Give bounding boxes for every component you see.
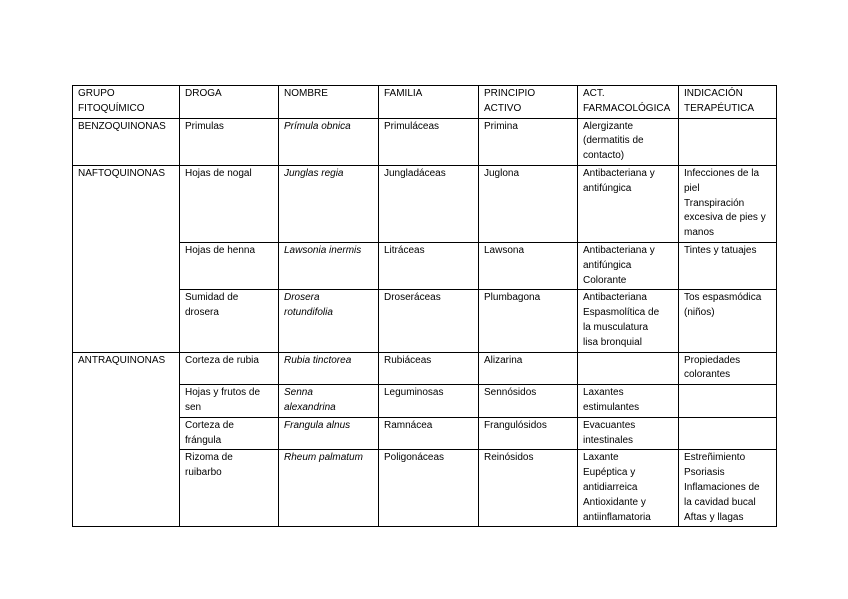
cell-indicacion xyxy=(679,417,777,450)
cell-line: Prímula obnica xyxy=(284,120,351,132)
cell-line: Laxantes xyxy=(583,387,624,399)
cell-accion xyxy=(578,165,679,242)
cell-line: Alizarina xyxy=(484,354,523,366)
table-row xyxy=(73,165,777,242)
cell-line: Primuláceas xyxy=(384,120,440,132)
cell-nombre xyxy=(279,165,379,242)
cell-indicacion xyxy=(679,352,777,385)
cell-principio xyxy=(479,450,578,527)
cell-line: Evacuantes xyxy=(583,419,636,431)
cell-droga xyxy=(180,450,279,527)
cell-line: Estreñimiento xyxy=(684,452,746,464)
cell-principio xyxy=(479,417,578,450)
cell-familia xyxy=(379,118,479,165)
cell-accion xyxy=(578,450,679,527)
cell-line: Antibacteriana y xyxy=(583,244,655,256)
cell-line: Litráceas xyxy=(384,244,425,256)
cell-line: Aftas y llagas xyxy=(684,511,744,523)
cell-line: antiinflamatoria xyxy=(583,511,651,523)
cell-familia xyxy=(379,352,479,385)
table-row xyxy=(73,352,777,385)
header-familia xyxy=(379,86,479,119)
cell-accion xyxy=(578,290,679,352)
cell-line: Corteza de xyxy=(185,419,234,431)
cell-accion xyxy=(578,417,679,450)
cell-line: Psoriasis xyxy=(684,467,725,479)
table-row xyxy=(73,118,777,165)
cell-line: Antibacteriana y xyxy=(583,167,655,179)
cell-line: Antioxidante y xyxy=(583,496,646,508)
cell-familia xyxy=(379,290,479,352)
cell-nombre xyxy=(279,417,379,450)
cell-principio xyxy=(479,242,578,289)
cell-line: (niños) xyxy=(684,307,715,319)
cell-droga xyxy=(180,385,279,418)
cell-line: colorantes xyxy=(684,369,731,381)
cell-principio xyxy=(479,290,578,352)
cell-line: Infecciones de la xyxy=(684,167,760,179)
cell-line: Senna xyxy=(284,387,313,399)
phytochemistry-table xyxy=(72,85,777,527)
table-body xyxy=(73,118,777,527)
cell-line: ruibarbo xyxy=(185,467,222,479)
cell-line: ACTIVO xyxy=(484,102,522,114)
header-nombre xyxy=(279,86,379,119)
cell-line: ACT. xyxy=(583,88,605,99)
cell-line: drosera xyxy=(185,307,219,319)
cell-line: sen xyxy=(185,401,202,413)
cell-line: Junglas regia xyxy=(284,167,344,179)
cell-line: intestinales xyxy=(583,434,634,446)
group-cell-antraquinonas: ANTRAQUINONAS xyxy=(73,352,180,527)
header-accion xyxy=(578,86,679,119)
cell-line: antifúngica xyxy=(583,259,632,271)
cell-droga xyxy=(180,352,279,385)
cell-line: frángula xyxy=(185,434,222,446)
cell-line: TERAPÉUTICA xyxy=(684,102,755,114)
cell-line: Plumbagona xyxy=(484,292,541,304)
cell-line: Eupéptica y xyxy=(583,467,636,479)
cell-accion xyxy=(578,352,679,385)
cell-line: Hojas y frutos de xyxy=(185,387,261,399)
cell-indicacion xyxy=(679,290,777,352)
cell-line: PRINCIPIO xyxy=(484,88,536,99)
cell-indicacion xyxy=(679,242,777,289)
cell-line: Antibacteriana xyxy=(583,292,647,304)
cell-indicacion xyxy=(679,118,777,165)
cell-accion xyxy=(578,385,679,418)
cell-line: Droseráceas xyxy=(384,292,441,304)
cell-line: Drosera xyxy=(284,292,320,304)
cell-line: contacto) xyxy=(583,150,625,162)
cell-line: Sumidad de xyxy=(185,292,239,304)
cell-line: Corteza de rubia xyxy=(185,354,259,366)
cell-line: Lawsonia inermis xyxy=(284,244,362,256)
cell-principio xyxy=(479,118,578,165)
cell-droga xyxy=(180,290,279,352)
cell-line: piel xyxy=(684,182,700,194)
cell-line: Rubiáceas xyxy=(384,354,432,366)
cell-nombre xyxy=(279,242,379,289)
cell-line: lisa bronquial xyxy=(583,336,642,348)
cell-nombre xyxy=(279,290,379,352)
cell-line: NOMBRE xyxy=(284,88,328,99)
cell-line: DROGA xyxy=(185,88,222,99)
cell-droga xyxy=(180,165,279,242)
cell-line: Tintes y tatuajes xyxy=(684,244,757,256)
cell-line: Espasmolítica de xyxy=(583,307,660,319)
header-grupo xyxy=(73,86,180,119)
cell-line: (dermatitis de xyxy=(583,135,644,147)
cell-principio xyxy=(479,385,578,418)
cell-line: Lawsona xyxy=(484,244,525,256)
cell-line: Transpiración xyxy=(684,197,745,209)
cell-indicacion xyxy=(679,165,777,242)
cell-line: Rizoma de xyxy=(185,452,233,464)
cell-line: Rheum palmatum xyxy=(284,452,363,464)
cell-line: Hojas de henna xyxy=(185,244,256,256)
cell-line: Ramnácea xyxy=(384,419,433,431)
cell-line: antifúngica xyxy=(583,182,632,194)
cell-line: estimulantes xyxy=(583,401,640,413)
group-cell-naftoquinonas: NAFTOQUINONAS xyxy=(73,165,180,352)
cell-line: rotundifolia xyxy=(284,307,333,319)
cell-nombre xyxy=(279,385,379,418)
cell-line: Jungladáceas xyxy=(384,167,446,179)
cell-droga xyxy=(180,118,279,165)
cell-droga xyxy=(180,417,279,450)
cell-line: FITOQUÍMICO xyxy=(78,102,145,114)
cell-principio xyxy=(479,165,578,242)
cell-principio xyxy=(479,352,578,385)
cell-line: Hojas de nogal xyxy=(185,167,252,179)
cell-line: Rubia tinctorea xyxy=(284,354,352,366)
cell-line: antidiarreica xyxy=(583,481,638,493)
cell-line: Tos espasmódica xyxy=(684,292,762,304)
cell-accion xyxy=(578,118,679,165)
cell-familia xyxy=(379,165,479,242)
cell-line: Reinósidos xyxy=(484,452,534,464)
cell-line: Propiedades xyxy=(684,354,741,366)
cell-indicacion xyxy=(679,450,777,527)
cell-droga xyxy=(180,242,279,289)
cell-line: Primina xyxy=(484,120,518,132)
header-principio xyxy=(479,86,578,119)
cell-line: Laxante xyxy=(583,452,619,464)
cell-line: Frangulósidos xyxy=(484,419,547,431)
cell-line: Primulas xyxy=(185,120,224,132)
cell-line: Frangula alnus xyxy=(284,419,351,431)
header-droga xyxy=(180,86,279,119)
cell-nombre xyxy=(279,352,379,385)
cell-nombre xyxy=(279,450,379,527)
cell-line: Leguminosas xyxy=(384,387,444,399)
cell-familia xyxy=(379,450,479,527)
cell-line: excesiva de pies y xyxy=(684,212,766,224)
cell-line: Colorante xyxy=(583,274,627,286)
cell-line: Poligonáceas xyxy=(384,452,445,464)
cell-nombre xyxy=(279,118,379,165)
cell-line: manos xyxy=(684,227,715,239)
cell-familia xyxy=(379,385,479,418)
cell-line: FAMILIA xyxy=(384,88,423,99)
cell-line: Alergizante xyxy=(583,120,634,132)
cell-indicacion xyxy=(679,385,777,418)
header-indicacion xyxy=(679,86,777,119)
cell-line: GRUPO xyxy=(78,88,115,99)
cell-accion xyxy=(578,242,679,289)
cell-line: la musculatura xyxy=(583,321,649,333)
cell-line: Sennósidos xyxy=(484,387,537,399)
header-row xyxy=(73,86,777,119)
cell-line: Inflamaciones de xyxy=(684,481,760,493)
cell-line: la cavidad bucal xyxy=(684,496,756,508)
cell-familia xyxy=(379,417,479,450)
cell-line: alexandrina xyxy=(284,401,336,413)
cell-line: FARMACOLÓGICA xyxy=(583,102,671,114)
cell-line: Juglona xyxy=(484,167,520,179)
cell-familia xyxy=(379,242,479,289)
cell-line: INDICACIÓN xyxy=(684,88,743,99)
group-cell-benzoquinonas: BENZOQUINONAS xyxy=(73,118,180,165)
